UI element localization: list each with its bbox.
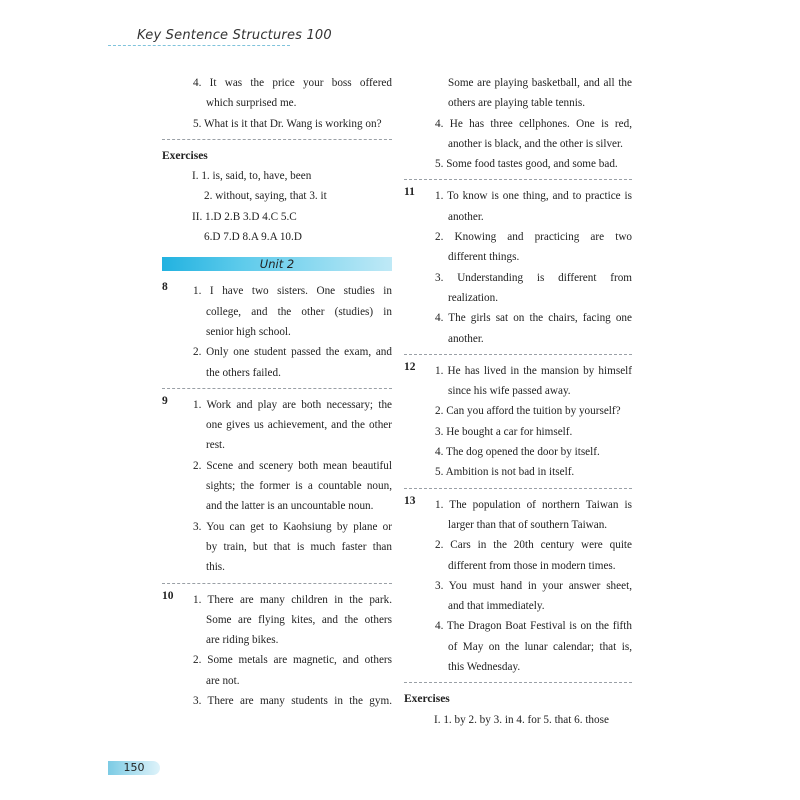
right-column (404, 73, 632, 730)
item-line: 5. Some food tastes good, and some bad. (435, 158, 618, 171)
item-line: are riding bikes. (206, 634, 279, 647)
item-line: 1. Work and play are both necessary; the (193, 398, 392, 411)
item-line: 2. Scene and scenery both mean beautiful (193, 459, 392, 472)
item-line: the others failed. (206, 366, 281, 379)
item-line: another. (448, 332, 484, 345)
item-line: this Wednesday. (448, 661, 521, 674)
item-line: 3. There are many students in the gym. (193, 695, 392, 708)
item-line: 3. You must hand in your answer sheet, (435, 579, 632, 592)
section-13 (404, 495, 632, 678)
item-line: 1. To know is one thing, and to practice is (435, 190, 632, 203)
item-line: 3. He bought a car for himself. (435, 425, 573, 438)
item-line: sights; the former is a countable noun, (206, 480, 392, 493)
item-line: different from those in modern times. (448, 559, 616, 572)
item-line: realization. (448, 291, 499, 304)
item-line: 2. Only one student passed the exam, and (193, 346, 392, 359)
page-number: 150 (108, 761, 160, 775)
exercises-block (404, 689, 632, 730)
item-line: college, and the other (studies) in (206, 305, 392, 318)
section-8 (162, 281, 392, 382)
section-divider (404, 354, 632, 355)
section-divider (162, 388, 392, 389)
item-line: larger than that of southern Taiwan. (448, 518, 608, 531)
exercises-block (162, 146, 392, 247)
section-number: 11 (404, 186, 415, 199)
item-line: 5. Ambition is not bad in itself. (435, 466, 575, 479)
item-line: 1. I have two sisters. One studies in (193, 285, 392, 298)
item-line: another. (448, 210, 484, 223)
item-line: by train, but that is much faster than (206, 540, 392, 553)
item-line: 1. He has lived in the mansion by himself (435, 364, 632, 377)
item-line: others are playing table tennis. (448, 97, 586, 110)
item-line: Some are playing basketball, and all the (448, 77, 632, 89)
exercise-line: 2. without, saying, that 3. it (204, 190, 327, 203)
section-divider (162, 583, 392, 584)
item-line: 2. Can you afford the tuition by yourself? (435, 405, 621, 418)
left-column (162, 73, 392, 711)
item-line: 1. There are many children in the park. (193, 593, 392, 606)
item-line: this. (206, 561, 225, 574)
continued-items (404, 73, 632, 174)
item-line: another is black, and the other is silver. (448, 137, 623, 150)
exercises-heading: Exercises (404, 693, 450, 706)
item-line: Some are flying kites, and the others (206, 613, 392, 626)
item-line: and that immediately. (448, 600, 545, 613)
item-line: 4. The girls sat on the chairs, facing one (435, 312, 632, 325)
item-line: 4. The dog opened the door by itself. (435, 446, 600, 459)
item-line: 4. The Dragon Boat Festival is on the fifth (435, 620, 632, 633)
item-line: of May on the lunar calendar; that is, (448, 640, 632, 653)
item-line: 4. He has three cellphones. One is red, (435, 117, 632, 130)
header-divider (108, 45, 290, 46)
exercises-heading: Exercises (162, 149, 208, 162)
item-line: rest. (206, 439, 225, 452)
unit-banner: Unit 2 (162, 257, 392, 271)
section-divider (404, 488, 632, 489)
section-9 (162, 395, 392, 578)
running-header: Key Sentence Structures 100 (137, 28, 332, 43)
item-line: 3. You can get to Kaohsiung by plane or (193, 520, 392, 533)
continued-items (162, 73, 392, 134)
exercise-line: I. 1. by 2. by 3. in 4. for 5. that 6. those (434, 713, 609, 726)
item-line: 2. Knowing and practicing are two (435, 231, 632, 244)
section-number: 8 (162, 281, 168, 294)
section-number: 12 (404, 360, 416, 373)
exercise-line: II. 1.D 2.B 3.D 4.C 5.C (192, 210, 297, 223)
section-12 (404, 361, 632, 483)
item-line: 5. What is it that Dr. Wang is working on? (193, 117, 382, 130)
section-number: 10 (162, 589, 174, 602)
item-line: which surprised me. (206, 97, 297, 110)
item-line: 1. The population of northern Taiwan is (435, 498, 632, 511)
section-number: 13 (404, 494, 416, 507)
item-line: 2. Some metals are magnetic, and others (193, 654, 392, 667)
item-line: 3. Understanding is different from (435, 271, 632, 284)
section-10 (162, 590, 392, 712)
item-line: 4. It was the price your boss offered (193, 77, 392, 89)
section-divider (162, 139, 392, 140)
item-line: and the latter is an uncountable noun. (206, 500, 374, 513)
item-line: since his wife passed away. (448, 385, 571, 398)
section-divider (404, 179, 632, 180)
section-divider (404, 682, 632, 683)
item-line: one gives us achievement, and the other (206, 419, 392, 432)
section-11 (404, 186, 632, 348)
item-line: 2. Cars in the 20th century were quite (435, 539, 632, 552)
item-line: different things. (448, 251, 520, 264)
item-line: senior high school. (206, 325, 291, 338)
exercise-line: 6.D 7.D 8.A 9.A 10.D (204, 231, 302, 244)
section-number: 9 (162, 394, 168, 407)
exercise-line: I. 1. is, said, to, have, been (192, 170, 312, 183)
item-line: are not. (206, 674, 240, 687)
